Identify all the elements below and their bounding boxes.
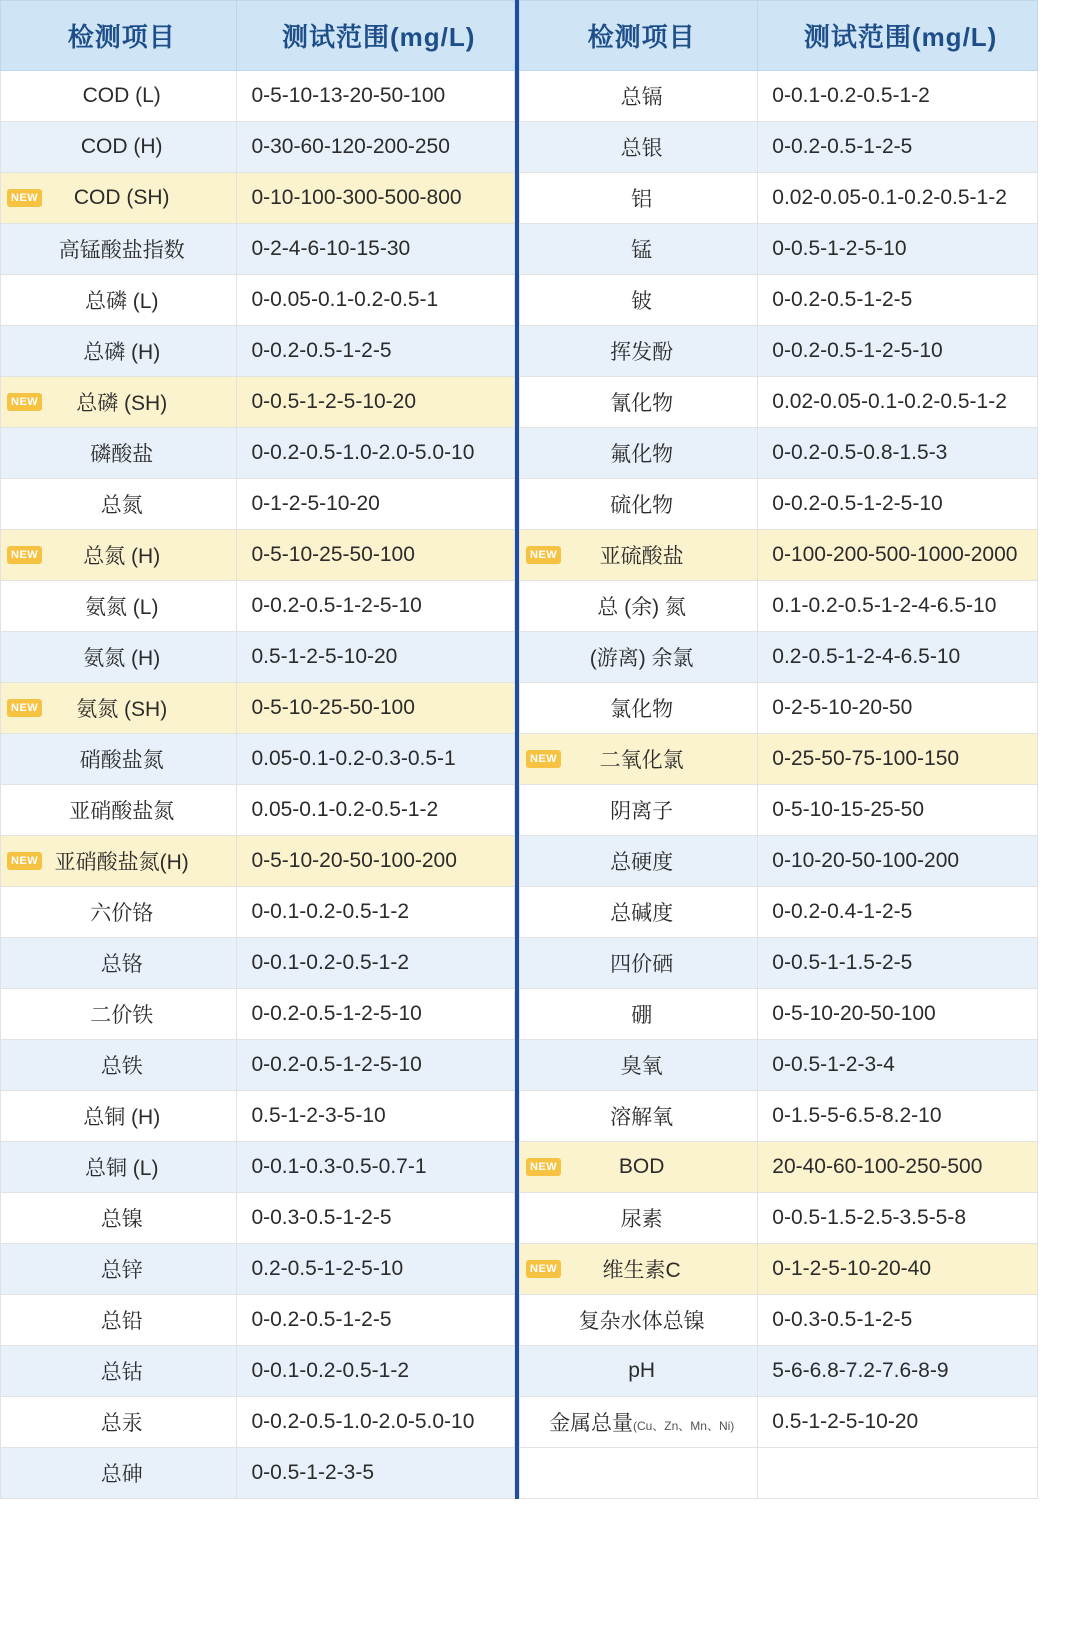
row-range-cell: 0-5-10-20-50-100-200	[237, 836, 515, 887]
left-header-range: 测试范围(mg/L)	[237, 1, 515, 71]
new-badge: NEW	[7, 189, 42, 207]
row-item-cell	[1, 71, 237, 122]
row-item-label: 复杂水体总镍	[578, 1310, 705, 1333]
table-row	[1, 1193, 515, 1244]
empty-cell	[758, 1448, 1038, 1499]
table-row	[520, 71, 1038, 122]
right-header-row	[520, 1, 1038, 71]
row-range-cell: 0-0.5-1-2-3-5	[237, 1448, 515, 1499]
row-item-cell	[520, 1346, 758, 1397]
row-item-label: 总氮 (H)	[83, 545, 161, 568]
row-item-cell	[520, 377, 758, 428]
row-item-cell	[1, 122, 237, 173]
row-item-label: 总碱度	[610, 902, 674, 925]
row-item-cell	[520, 275, 758, 326]
row-item-label: 挥发酚	[610, 341, 674, 364]
row-item-label: 总钴	[100, 1361, 143, 1384]
new-badge: NEW	[7, 852, 42, 870]
row-item-cell	[520, 71, 758, 122]
row-range-cell: 0.05-0.1-0.2-0.3-0.5-1	[237, 734, 515, 785]
row-item-cell	[520, 530, 758, 581]
row-item-cell	[520, 632, 758, 683]
table-row	[1, 122, 515, 173]
row-item-label: 氨氮 (SH)	[76, 698, 168, 721]
row-item-label: 总 (余) 氮	[597, 596, 686, 619]
row-item-label: 总硬度	[610, 851, 674, 874]
table-row	[1, 530, 515, 581]
row-item-cell	[1, 1040, 237, 1091]
row-item-label: 硼	[631, 1004, 653, 1027]
row-item-cell	[1, 326, 237, 377]
row-range-cell: 0.02-0.05-0.1-0.2-0.5-1-2	[758, 173, 1038, 224]
new-badge: NEW	[526, 1260, 561, 1278]
row-range-cell: 0-5-10-25-50-100	[237, 683, 515, 734]
table-row	[1, 479, 515, 530]
table-row	[520, 785, 1038, 836]
row-range-cell: 20-40-60-100-250-500	[758, 1142, 1038, 1193]
row-item-cell	[520, 479, 758, 530]
row-item-cell	[1, 173, 237, 224]
new-badge: NEW	[7, 546, 42, 564]
row-item-label: 四价硒	[610, 953, 674, 976]
table-row	[520, 1346, 1038, 1397]
row-item-label: 总银	[620, 137, 663, 160]
row-item-cell	[1, 1397, 237, 1448]
row-item-label: 六价铬	[90, 902, 154, 925]
row-item-cell	[1, 1091, 237, 1142]
row-range-cell: 0-0.2-0.5-1-2-5-10	[237, 989, 515, 1040]
table-row	[1, 683, 515, 734]
row-range-cell: 0-0.1-0.2-0.5-1-2	[237, 938, 515, 989]
row-range-cell: 0.1-0.2-0.5-1-2-4-6.5-10	[758, 581, 1038, 632]
row-item-label: 总铬	[100, 953, 143, 976]
row-range-cell: 0.2-0.5-1-2-4-6.5-10	[758, 632, 1038, 683]
row-range-cell: 0-10-20-50-100-200	[758, 836, 1038, 887]
row-range-cell: 0-0.2-0.5-1-2-5-10	[237, 581, 515, 632]
right-table	[519, 0, 1038, 1499]
row-range-cell: 0-100-200-500-1000-2000	[758, 530, 1038, 581]
row-range-cell: 0-0.1-0.2-0.5-1-2	[237, 1346, 515, 1397]
table-row	[520, 326, 1038, 377]
row-item-label: 总镉	[620, 86, 663, 109]
row-item-cell	[520, 173, 758, 224]
right-header-range: 测试范围(mg/L)	[758, 1, 1038, 71]
table-row	[1, 989, 515, 1040]
row-item-cell	[520, 428, 758, 479]
row-item-label: (游离) 余氯	[589, 647, 694, 670]
row-item-label: 总铅	[100, 1310, 143, 1333]
row-item-cell	[1, 683, 237, 734]
row-item-label: 总铜 (L)	[84, 1157, 159, 1180]
row-item-cell	[1, 734, 237, 785]
row-item-label: COD (SH)	[73, 186, 170, 209]
row-item-label: COD (L)	[82, 84, 161, 107]
row-range-cell: 0-0.5-1.5-2.5-3.5-5-8	[758, 1193, 1038, 1244]
row-range-cell: 0-0.5-1-2-5-10	[758, 224, 1038, 275]
empty-cell	[520, 1448, 758, 1499]
row-range-cell: 0-0.2-0.5-1-2-5	[758, 122, 1038, 173]
row-range-cell: 0-0.5-1-2-5-10-20	[237, 377, 515, 428]
row-item-label: 铝	[631, 188, 653, 211]
table-row	[1, 887, 515, 938]
row-item-cell	[520, 734, 758, 785]
new-badge: NEW	[526, 750, 561, 768]
table-row	[1, 1448, 515, 1499]
table-row	[520, 632, 1038, 683]
table-row	[520, 428, 1038, 479]
table-row	[1, 1244, 515, 1295]
row-item-cell	[520, 1040, 758, 1091]
row-range-cell: 0-5-10-20-50-100	[758, 989, 1038, 1040]
row-range-cell: 0-0.2-0.5-1-2-5-10	[758, 479, 1038, 530]
row-item-cell	[1, 1193, 237, 1244]
row-item-cell	[1, 1142, 237, 1193]
new-badge: NEW	[526, 1158, 561, 1176]
row-item-label: COD (H)	[80, 135, 163, 158]
row-item-label: 阴离子	[610, 800, 674, 823]
table-row	[520, 173, 1038, 224]
row-item-label: 锰	[631, 239, 653, 262]
table-row	[1, 785, 515, 836]
row-range-cell: 0-0.3-0.5-1-2-5	[237, 1193, 515, 1244]
row-item-cell	[520, 224, 758, 275]
table-row	[1, 428, 515, 479]
row-item-cell	[520, 1142, 758, 1193]
row-range-cell: 0.5-1-2-3-5-10	[237, 1091, 515, 1142]
table-row	[1, 326, 515, 377]
row-range-cell: 0-0.5-1-2-3-4	[758, 1040, 1038, 1091]
row-item-cell	[520, 581, 758, 632]
row-item-label: 总镍	[100, 1208, 143, 1231]
row-range-cell: 0-0.2-0.4-1-2-5	[758, 887, 1038, 938]
row-item-label: 总氮	[100, 494, 143, 517]
row-range-cell: 0-0.2-0.5-1-2-5	[758, 275, 1038, 326]
row-item-cell	[520, 683, 758, 734]
table-row	[1, 581, 515, 632]
row-item-label: 总汞	[100, 1412, 143, 1435]
row-item-label: 磷酸盐	[90, 443, 154, 466]
row-item-label: 氨氮 (L)	[84, 596, 159, 619]
row-range-cell: 0-2-5-10-20-50	[758, 683, 1038, 734]
row-range-cell: 0-0.2-0.5-1-2-5	[237, 1295, 515, 1346]
right-panel	[519, 0, 1038, 1499]
left-panel	[0, 0, 519, 1499]
row-item-cell	[1, 836, 237, 887]
row-item-label: 溶解氧	[610, 1106, 674, 1129]
row-item-cell	[520, 785, 758, 836]
row-item-label: 总铁	[100, 1055, 143, 1078]
row-item-cell	[1, 479, 237, 530]
right-header-item: 检测项目	[520, 1, 758, 71]
row-range-cell: 0-30-60-120-200-250	[237, 122, 515, 173]
row-item-label: 亚硝酸盐氮	[69, 800, 175, 823]
new-badge: NEW	[526, 546, 561, 564]
row-item-label: 亚硝酸盐氮(H)	[54, 851, 189, 874]
row-item-label: 氨氮 (H)	[83, 647, 161, 670]
row-range-cell: 0-5-10-13-20-50-100	[237, 71, 515, 122]
row-range-cell: 0-0.2-0.5-0.8-1.5-3	[758, 428, 1038, 479]
row-item-label: pH	[628, 1359, 656, 1382]
table-row	[520, 581, 1038, 632]
row-item-label: 氯化物	[610, 698, 674, 721]
row-range-cell: 0-0.2-0.5-1.0-2.0-5.0-10	[237, 1397, 515, 1448]
row-item-cell	[1, 785, 237, 836]
table-row	[520, 683, 1038, 734]
table-row	[520, 887, 1038, 938]
table-row	[520, 479, 1038, 530]
row-item-cell	[520, 989, 758, 1040]
table-row	[1, 1346, 515, 1397]
row-item-label: 硝酸盐氮	[79, 749, 164, 772]
table-row	[520, 836, 1038, 887]
table-row	[1, 224, 515, 275]
table-row	[520, 377, 1038, 428]
row-item-cell	[520, 1295, 758, 1346]
row-item-label: 氟化物	[610, 443, 674, 466]
row-item-label: 总磷 (H)	[83, 341, 161, 364]
row-item-label: 二价铁	[90, 1004, 154, 1027]
row-item-cell	[1, 1244, 237, 1295]
table-row	[520, 1244, 1038, 1295]
row-item-cell	[1, 887, 237, 938]
table-row	[1, 1295, 515, 1346]
table-row	[520, 1142, 1038, 1193]
row-item-label: 亚硫酸盐	[599, 545, 684, 568]
row-range-cell: 0-0.1-0.2-0.5-1-2	[758, 71, 1038, 122]
row-item-cell	[520, 1091, 758, 1142]
row-item-label: 铍	[631, 290, 653, 313]
row-range-cell: 0-0.2-0.5-1-2-5-10	[758, 326, 1038, 377]
row-item-cell	[520, 122, 758, 173]
row-range-cell: 0.05-0.1-0.2-0.5-1-2	[237, 785, 515, 836]
table-row	[520, 989, 1038, 1040]
table-row	[1, 377, 515, 428]
row-range-cell: 0-1-2-5-10-20-40	[758, 1244, 1038, 1295]
row-item-subscript: (Cu、Zn、Mn、Ni)	[632, 1419, 735, 1433]
row-range-cell: 0-1.5-5-6.5-8.2-10	[758, 1091, 1038, 1142]
row-range-cell: 0-2-4-6-10-15-30	[237, 224, 515, 275]
row-item-label: 金属总量	[548, 1412, 633, 1435]
row-item-cell	[520, 1193, 758, 1244]
table-row	[1, 71, 515, 122]
table-row	[520, 1295, 1038, 1346]
row-range-cell: 0-0.1-0.2-0.5-1-2	[237, 887, 515, 938]
row-item-label: 高锰酸盐指数	[58, 239, 185, 262]
table-row	[1, 836, 515, 887]
row-range-cell: 0-1-2-5-10-20	[237, 479, 515, 530]
table-row	[520, 1397, 1038, 1448]
row-item-label: 总磷 (SH)	[76, 392, 168, 415]
row-item-label: 维生素C	[602, 1259, 681, 1282]
row-range-cell: 0-0.2-0.5-1.0-2.0-5.0-10	[237, 428, 515, 479]
row-item-label: 总磷 (L)	[84, 290, 159, 313]
table-row	[520, 275, 1038, 326]
left-table	[0, 0, 515, 1499]
row-item-cell	[520, 1397, 758, 1448]
row-range-cell: 0.5-1-2-5-10-20	[758, 1397, 1038, 1448]
new-badge: NEW	[7, 393, 42, 411]
row-item-cell	[1, 632, 237, 683]
row-range-cell: 0-0.1-0.3-0.5-0.7-1	[237, 1142, 515, 1193]
table-row	[1, 1142, 515, 1193]
table-row	[1, 632, 515, 683]
left-header-item: 检测项目	[1, 1, 237, 71]
table-row	[1, 1040, 515, 1091]
row-item-cell	[520, 887, 758, 938]
row-range-cell: 0-10-100-300-500-800	[237, 173, 515, 224]
row-range-cell: 0-5-10-15-25-50	[758, 785, 1038, 836]
table-row	[1, 1091, 515, 1142]
table-row	[1, 275, 515, 326]
row-item-label: 尿素	[620, 1208, 663, 1231]
row-item-label: BOD	[618, 1155, 665, 1178]
row-range-cell: 0.5-1-2-5-10-20	[237, 632, 515, 683]
row-item-cell	[1, 275, 237, 326]
table-row	[520, 1040, 1038, 1091]
table-row	[520, 734, 1038, 785]
row-item-cell	[520, 938, 758, 989]
table-row	[520, 1193, 1038, 1244]
row-item-cell	[1, 224, 237, 275]
row-range-cell: 0-0.5-1-1.5-2-5	[758, 938, 1038, 989]
new-badge: NEW	[7, 699, 42, 717]
row-item-cell	[1, 377, 237, 428]
row-item-cell	[1, 989, 237, 1040]
row-item-cell	[520, 1244, 758, 1295]
row-item-cell	[1, 938, 237, 989]
row-range-cell: 0-0.3-0.5-1-2-5	[758, 1295, 1038, 1346]
row-item-cell	[1, 530, 237, 581]
row-item-label: 总锌	[100, 1259, 143, 1282]
left-header-row	[1, 1, 515, 71]
row-item-cell	[1, 581, 237, 632]
row-item-cell	[520, 836, 758, 887]
row-range-cell: 0-25-50-75-100-150	[758, 734, 1038, 785]
row-item-cell	[1, 1346, 237, 1397]
table-row	[520, 530, 1038, 581]
row-range-cell: 0-0.05-0.1-0.2-0.5-1	[237, 275, 515, 326]
row-item-label: 二氧化氯	[599, 749, 684, 772]
table-row-empty	[520, 1448, 1038, 1499]
row-item-label: 氰化物	[610, 392, 674, 415]
row-item-label: 总砷	[100, 1463, 143, 1486]
table-row	[520, 1091, 1038, 1142]
table-row	[520, 122, 1038, 173]
table-row	[1, 734, 515, 785]
row-item-cell	[1, 1295, 237, 1346]
row-item-label: 硫化物	[610, 494, 674, 517]
row-range-cell: 5-6-6.8-7.2-7.6-8-9	[758, 1346, 1038, 1397]
table-row	[1, 173, 515, 224]
row-item-label: 臭氧	[620, 1055, 663, 1078]
table-row	[520, 224, 1038, 275]
row-range-cell: 0.02-0.05-0.1-0.2-0.5-1-2	[758, 377, 1038, 428]
row-item-cell	[1, 1448, 237, 1499]
table-row	[1, 938, 515, 989]
table-row	[1, 1397, 515, 1448]
row-range-cell: 0-0.2-0.5-1-2-5-10	[237, 1040, 515, 1091]
row-item-cell	[520, 326, 758, 377]
row-item-cell	[1, 428, 237, 479]
row-range-cell: 0-5-10-25-50-100	[237, 530, 515, 581]
row-item-label: 总铜 (H)	[83, 1106, 161, 1129]
row-range-cell: 0.2-0.5-1-2-5-10	[237, 1244, 515, 1295]
row-range-cell: 0-0.2-0.5-1-2-5	[237, 326, 515, 377]
table-row	[520, 938, 1038, 989]
